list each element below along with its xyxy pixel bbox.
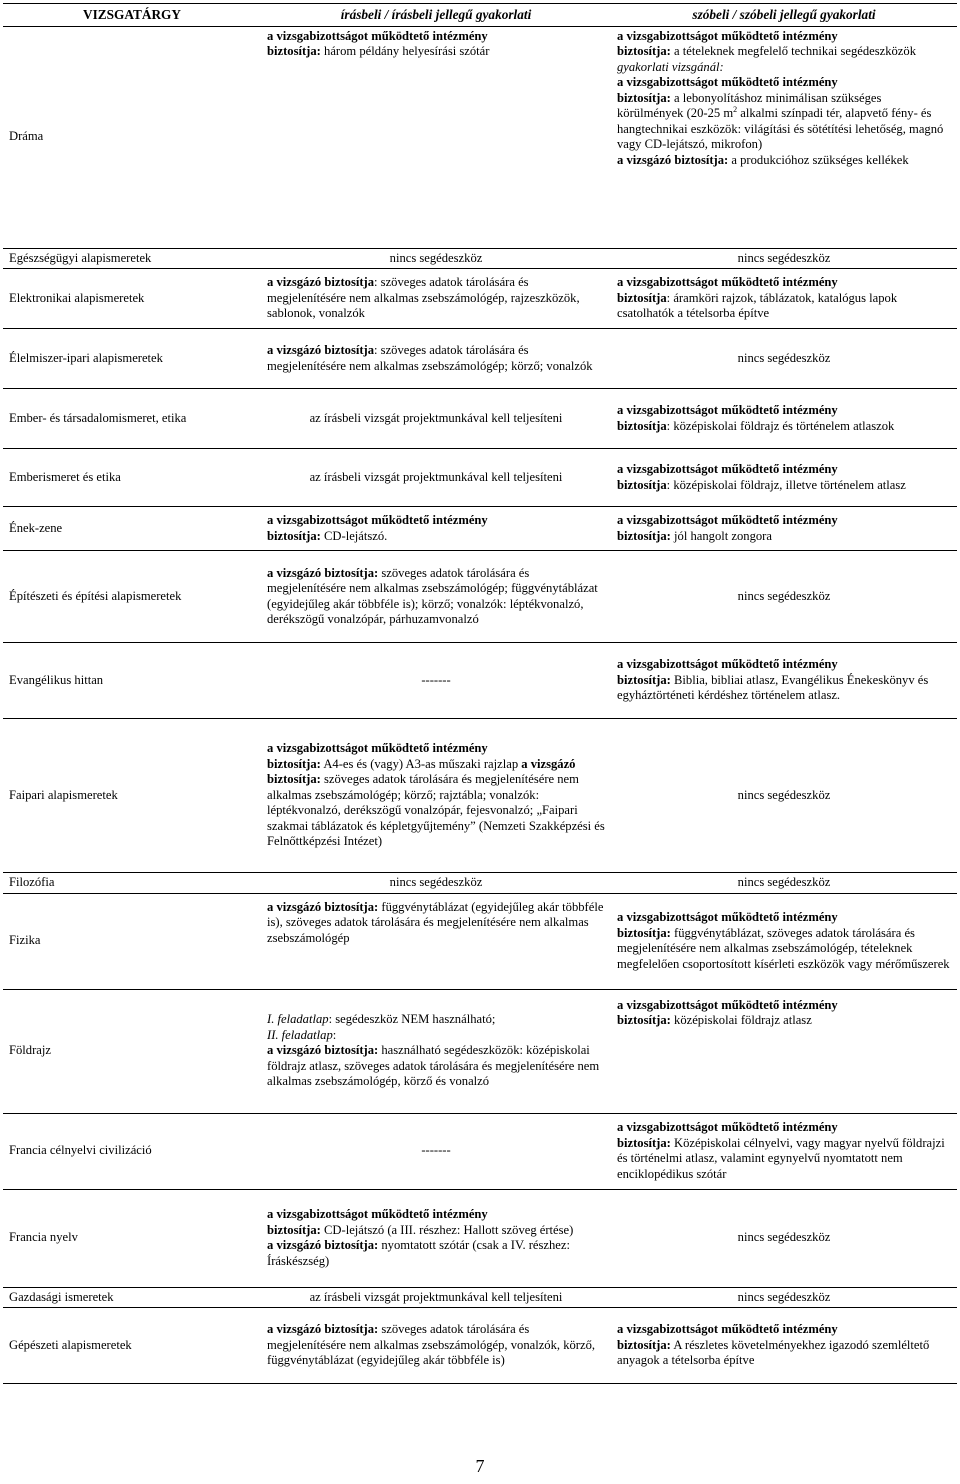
subject-cell: Faipari alapismeretek bbox=[3, 719, 261, 873]
institution-text: a vizsgabizottságot működtető intézmény bbox=[617, 657, 838, 672]
candidate-provides-text: a vizsgázó biztosítja: bbox=[267, 1322, 379, 1337]
aid-text: : középiskolai földrajz, illetve történelem atlasz bbox=[666, 477, 906, 492]
oral-cell bbox=[611, 893, 957, 989]
provides-text: biztosítja: bbox=[267, 756, 321, 771]
provides-text: biztosítja: bbox=[267, 528, 321, 543]
table-row bbox=[3, 1308, 957, 1384]
oral-cell bbox=[611, 26, 957, 248]
aid-text: a produkcióhoz szükséges kellékek bbox=[728, 152, 909, 167]
institution-text: a vizsgabizottságot működtető intézmény bbox=[617, 1322, 838, 1337]
written-cell bbox=[261, 1308, 611, 1384]
table-header-row bbox=[3, 4, 957, 27]
oral-cell: nincs segédeszköz bbox=[611, 329, 957, 389]
oral-cell bbox=[611, 449, 957, 507]
subject-cell: Földrajz bbox=[3, 989, 261, 1113]
provides-text: biztosítja: bbox=[617, 672, 671, 687]
oral-cell: nincs segédeszköz bbox=[611, 1189, 957, 1287]
candidate-provides-text: a vizsgázó biztosítja: bbox=[267, 756, 576, 787]
table-row bbox=[3, 551, 957, 643]
table-row bbox=[3, 719, 957, 873]
written-cell bbox=[261, 719, 611, 873]
oral-cell: nincs segédeszköz bbox=[611, 248, 957, 269]
aid-text: : középiskolai földrajz és történelem atlaszok bbox=[666, 418, 895, 433]
written-cell bbox=[261, 507, 611, 551]
aid-text: CD-lejátszó. bbox=[320, 528, 388, 543]
candidate-provides-text: a vizsgázó biztosítja bbox=[267, 275, 375, 290]
table-row bbox=[3, 1287, 957, 1308]
table-row bbox=[3, 507, 957, 551]
table-row bbox=[3, 449, 957, 507]
aid-text: szöveges adatok tárolására és megjelenítésére nem alkalmas zsebszámológép; körző; rajztábla; vonalzók: léptékvonalzó, derékszögű vonalzópár, fejesvonalzó; „Faipari szakmai táblázatok és képletgyűjtemény” (Nemzeti Szakképzési és Felnőttképzési Intézet) bbox=[267, 772, 605, 849]
provides-text: biztosítja bbox=[617, 477, 667, 492]
aid-text: használható segédeszközök: középiskolai földrajz atlasz, szöveges adatok tárolására és megjelenítésére nem alkalmas zsebszámológép, körző és vonalzó bbox=[267, 1043, 600, 1089]
aid-text: : szöveges adatok tárolására és megjelenítésére nem alkalmas zsebszámológép; körző; vonalzók bbox=[267, 343, 593, 373]
subject-cell: Evangélikus hittan bbox=[3, 643, 261, 719]
subject-cell: Ember- és társadalomismeret, etika bbox=[3, 389, 261, 449]
institution-text: a vizsgabizottságot működtető intézmény bbox=[617, 997, 838, 1012]
oral-cell: nincs segédeszköz bbox=[611, 873, 957, 894]
institution-text: a vizsgabizottságot működtető intézmény bbox=[617, 1120, 838, 1134]
header-subject: VIZSGATÁRGY bbox=[3, 4, 261, 27]
oral-cell bbox=[611, 1308, 957, 1384]
candidate-provides-text: a vizsgázó biztosítja: bbox=[617, 152, 729, 167]
candidate-provides-text: a vizsgázó biztosítja: bbox=[267, 565, 379, 580]
institution-text: a vizsgabizottságot működtető intézmény bbox=[267, 741, 488, 756]
aid-text: szöveges adatok tárolására és megjelenítésére nem alkalmas zsebszámológép, vonalzók, körző, függvénytáblázat (egyidejűleg akár többféle is) bbox=[267, 1322, 596, 1368]
written-cell: ------- bbox=[261, 1113, 611, 1189]
written-cell: nincs segédeszköz bbox=[261, 248, 611, 269]
institution-text: a vizsgabizottságot működtető intézmény bbox=[617, 28, 838, 43]
written-cell: ------- bbox=[261, 643, 611, 719]
table-row bbox=[3, 269, 957, 329]
candidate-provides-text: a vizsgázó biztosítja: bbox=[267, 1238, 379, 1252]
oral-cell bbox=[611, 643, 957, 719]
aid-text: : áramköri rajzok, táblázatok, katalógus lapok csatolhatók a tételsorba építve bbox=[617, 290, 898, 321]
written-cell: az írásbeli vizsgát projektmunkával kell teljesíteni bbox=[261, 1287, 611, 1308]
subject-cell: Francia célnyelvi civilizáció bbox=[3, 1113, 261, 1189]
worksheet-label: I. feladatlap bbox=[267, 1012, 329, 1027]
aid-text: középiskolai földrajz atlasz bbox=[670, 1013, 812, 1027]
table-row bbox=[3, 893, 957, 989]
table-row bbox=[3, 329, 957, 389]
subject-cell: Építészeti és építési alapismeretek bbox=[3, 551, 261, 643]
oral-cell bbox=[611, 269, 957, 329]
aid-text: nyomtatott szótár (csak a IV. részhez: Íráskészség) bbox=[267, 1238, 570, 1268]
candidate-provides-text: a vizsgázó biztosítja: bbox=[267, 1043, 379, 1058]
subject-cell: Gépészeti alapismeretek bbox=[3, 1308, 261, 1384]
subject-cell: Emberismeret és etika bbox=[3, 449, 261, 507]
written-cell: az írásbeli vizsgát projektmunkával kell teljesíteni bbox=[261, 389, 611, 449]
aid-text: három példány helyesírási szótár bbox=[320, 44, 490, 58]
institution-text: a vizsgabizottságot működtető intézmény bbox=[267, 28, 488, 43]
aid-text: a tételeknek megfelelő technikai segédeszközök bbox=[670, 44, 916, 58]
written-cell: nincs segédeszköz bbox=[261, 873, 611, 894]
oral-cell: nincs segédeszköz bbox=[611, 551, 957, 643]
written-cell: az írásbeli vizsgát projektmunkával kell teljesíteni bbox=[261, 449, 611, 507]
provides-text: biztosítja bbox=[617, 290, 667, 305]
header-written: írásbeli / írásbeli jellegű gyakorlati bbox=[261, 4, 611, 27]
table-row bbox=[3, 389, 957, 449]
aid-text: alkalmi színpadi tér, alapvető fény- és hangtechnikai eszközök: világítási és sötétítési lehetőség, magnó vagy CD-lejátszó, mikrofon) bbox=[617, 106, 944, 151]
provides-text: biztosítja: bbox=[617, 90, 671, 105]
subject-cell: Gazdasági ismeretek bbox=[3, 1287, 261, 1308]
institution-text: a vizsgabizottságot működtető intézmény bbox=[267, 1207, 488, 1221]
provides-text: biztosítja: bbox=[617, 1013, 671, 1027]
practical-exam-label: gyakorlati vizsgánál: bbox=[617, 59, 724, 74]
aid-text: szöveges adatok tárolására és megjelenítésére nem alkalmas zsebszámológép; függvénytáblázat (egyidejűleg akár többféle is); körző; vonalzók: léptékvonalzó, derékszögű vonalzópár, párhuzamvonalzó bbox=[267, 565, 598, 626]
subject-cell: Egészségügyi alapismeretek bbox=[3, 248, 261, 269]
institution-text: a vizsgabizottságot működtető intézmény bbox=[617, 513, 838, 527]
institution-text: a vizsgabizottságot működtető intézmény bbox=[617, 275, 838, 290]
subject-cell: Fizika bbox=[3, 893, 261, 989]
provides-text: biztosítja: bbox=[617, 1337, 671, 1352]
superscript: 2 bbox=[733, 104, 738, 114]
aid-text: a lebonyolításhoz minimálisan szükséges körülmények (20-25 m bbox=[617, 90, 882, 120]
institution-text: a vizsgabizottságot működtető intézmény bbox=[617, 403, 838, 417]
table-row bbox=[3, 26, 957, 248]
institution-text: a vizsgabizottságot működtető intézmény bbox=[617, 462, 838, 476]
table-row bbox=[3, 873, 957, 894]
aid-text: A részletes követelményekhez igazodó szemléltető anyagok a tételsorba építve bbox=[617, 1337, 930, 1368]
oral-cell bbox=[611, 989, 957, 1113]
subject-cell: Elektronikai alapismeretek bbox=[3, 269, 261, 329]
subject-cell: Ének-zene bbox=[3, 507, 261, 551]
provides-text: biztosítja bbox=[617, 418, 667, 433]
written-cell bbox=[261, 989, 611, 1113]
institution-text: a vizsgabizottságot működtető intézmény bbox=[617, 910, 838, 924]
page-number: 7 bbox=[475, 1456, 485, 1476]
table-row bbox=[3, 643, 957, 719]
exam-aids-table bbox=[3, 3, 957, 1384]
oral-cell: nincs segédeszköz bbox=[611, 1287, 957, 1308]
subject-cell: Filozófia bbox=[3, 873, 261, 894]
aid-text: CD-lejátszó (a III. részhez: Hallott szöveg értése) bbox=[320, 1222, 574, 1237]
aid-text: függvénytáblázat, szöveges adatok tárolására és megjelenítésére nem alkalmas zsebszámológép, tételeknek megfelelően csoportosított kísérleti eszközök vagy mérőműszerek bbox=[617, 925, 950, 971]
provides-text: biztosítja: bbox=[617, 1135, 671, 1150]
header-oral: szóbeli / szóbeli jellegű gyakorlati bbox=[611, 4, 957, 27]
provides-text: biztosítja: bbox=[267, 44, 321, 58]
written-cell bbox=[261, 893, 611, 989]
table-row bbox=[3, 989, 957, 1113]
provides-text: biztosítja: bbox=[267, 1222, 321, 1237]
provides-text: biztosítja: bbox=[617, 44, 671, 58]
institution-text: a vizsgabizottságot működtető intézmény bbox=[267, 513, 488, 527]
oral-cell: nincs segédeszköz bbox=[611, 719, 957, 873]
worksheet-label: II. feladatlap bbox=[267, 1027, 333, 1042]
aid-text: Biblia, bibliai atlasz, Evangélikus Énekeskönyv és egyháztörténeti kérdéshez történelem atlasz. bbox=[617, 672, 929, 703]
aid-text: : bbox=[332, 1027, 337, 1042]
subject-cell: Élelmiszer-ipari alapismeretek bbox=[3, 329, 261, 389]
written-cell bbox=[261, 269, 611, 329]
aid-text: : segédeszköz NEM használható; bbox=[328, 1012, 496, 1027]
written-cell bbox=[261, 26, 611, 248]
table-row bbox=[3, 248, 957, 269]
aid-text: : szöveges adatok tárolására és megjelenítésére nem alkalmas zsebszámológép, rajzeszközök, sablonok, vonalzók bbox=[267, 275, 580, 321]
provides-text: biztosítja: bbox=[617, 528, 671, 543]
provides-text: biztosítja: bbox=[617, 925, 671, 940]
institution-text: a vizsgabizottságot működtető intézmény bbox=[617, 75, 838, 89]
candidate-provides-text: a vizsgázó biztosítja: bbox=[267, 899, 379, 914]
aid-text: A4-es és (vagy) A3-as műszaki rajzlap bbox=[320, 756, 522, 771]
written-cell bbox=[261, 1189, 611, 1287]
candidate-provides-text: a vizsgázó biztosítja bbox=[267, 343, 375, 357]
subject-cell: Dráma bbox=[3, 26, 261, 248]
oral-cell bbox=[611, 507, 957, 551]
aid-text: függvénytáblázat (egyidejűleg akár többféle is), szöveges adatok tárolására és megjelenítésére nem alkalmas zsebszámológép bbox=[267, 899, 604, 945]
aid-text: Középiskolai célnyelvi, vagy magyar nyelvű földrajzi és történelmi atlasz, valamint egynyelvű nyomtatott nem enciklopédikus szótár bbox=[617, 1135, 945, 1181]
written-cell bbox=[261, 551, 611, 643]
oral-cell bbox=[611, 389, 957, 449]
table-row bbox=[3, 1113, 957, 1189]
table-row bbox=[3, 1189, 957, 1287]
oral-cell bbox=[611, 1113, 957, 1189]
aid-text: jól hangolt zongora bbox=[670, 528, 772, 543]
written-cell bbox=[261, 329, 611, 389]
subject-cell: Francia nyelv bbox=[3, 1189, 261, 1287]
